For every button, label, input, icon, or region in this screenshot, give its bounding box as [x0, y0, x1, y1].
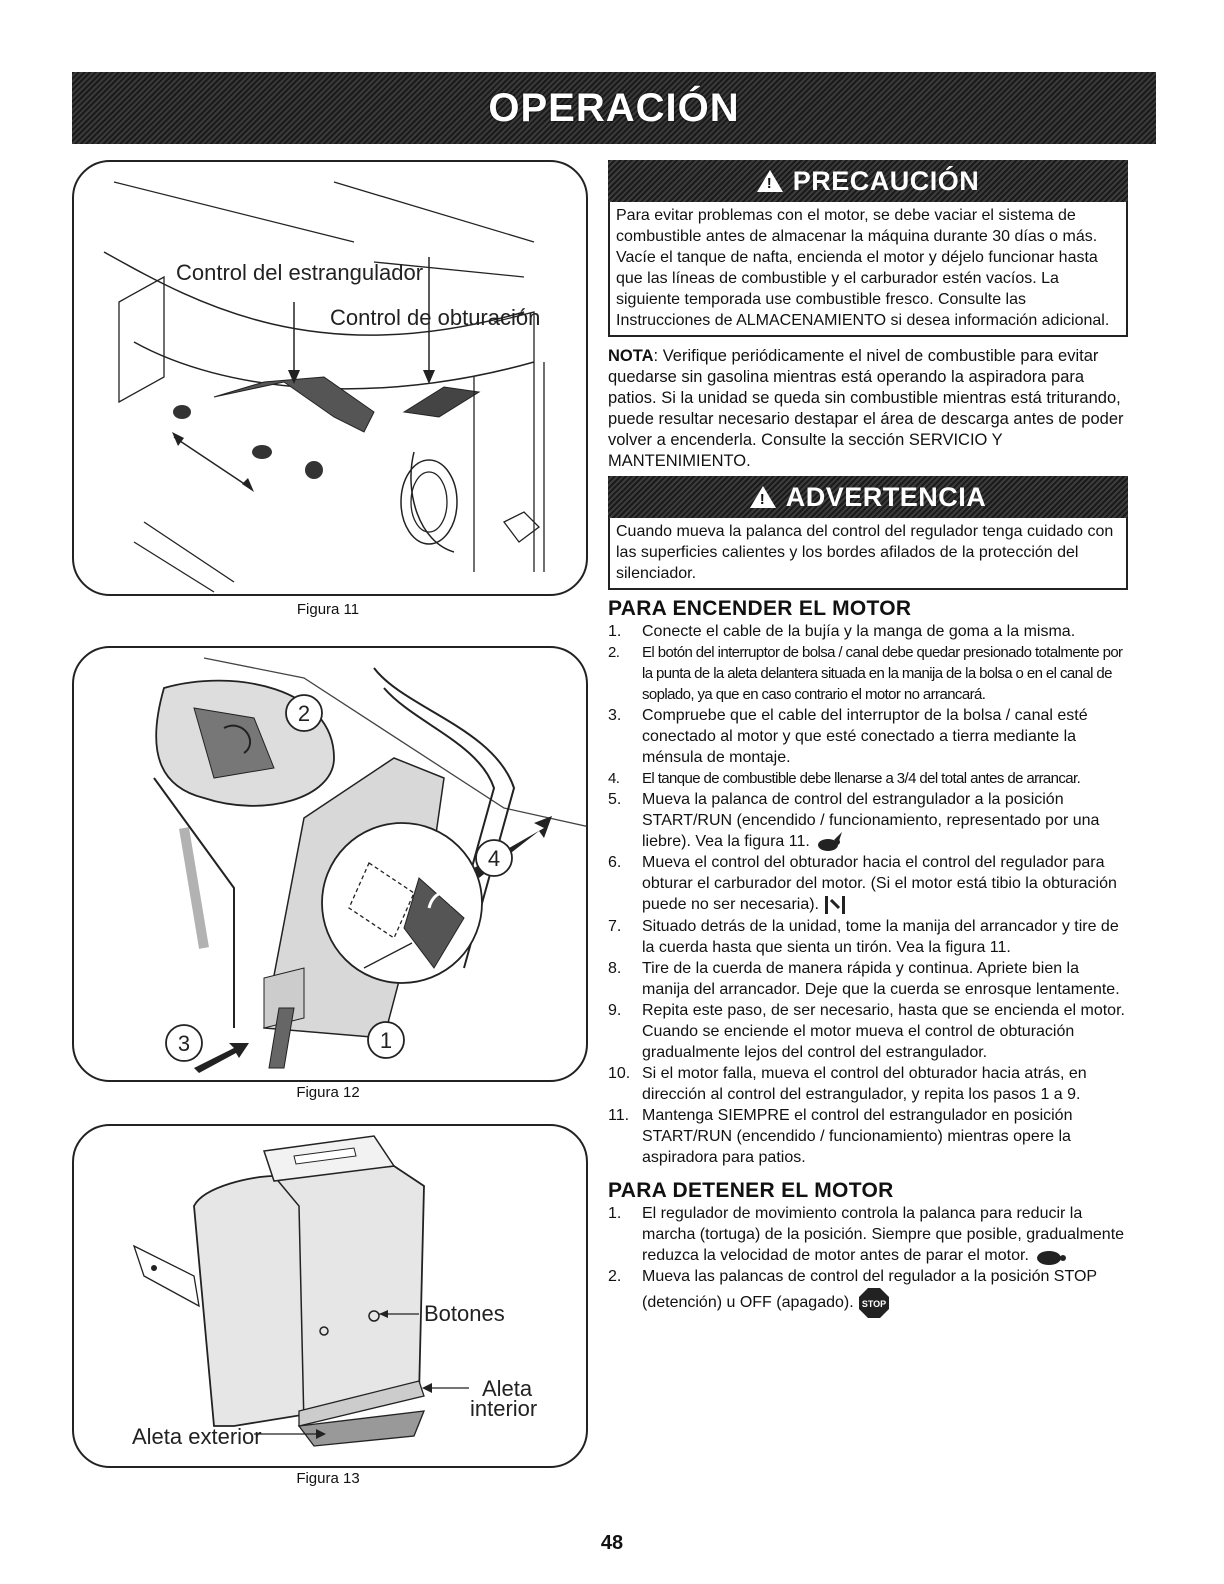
caution-text: Para evitar problemas con el motor, se debe vaciar el sistema de combustible antes de almacenar la máquina durante 30 días o más. Vacíe el tanque de nafta, encienda el motor y déjelo funcionar hasta que las líneas de combustible y el carburador estén vacíos. La siguiente temporada use combustible fresco. Consulte las Instrucciones de ALMACENAMIENTO si desea información adicional.: [608, 202, 1128, 337]
warning-triangle-icon: [757, 170, 783, 192]
list-item: 4. El tanque de combustible debe llenarse a 3/4 del total antes de arrancar.: [608, 770, 1081, 787]
stop-engine-heading: PARA DETENER EL MOTOR: [608, 1179, 894, 1202]
warning-title: ADVERTENCIA: [785, 481, 987, 512]
list-item: 7. Situado detrás de la unidad, tome la manija del arrancador y tire de la cuerda hasta que sienta un tirón. Vea la figura 11.: [608, 918, 1119, 956]
callout-1: 1: [379, 1028, 393, 1053]
inner-flap-label-1: Aleta: [482, 1376, 533, 1401]
list-item: 11. Mantenga SIEMPRE el control del estrangulador en posición START/RUN (encendido / funcionamiento) mientras opere la aspiradora para patios.: [608, 1107, 1073, 1166]
warning-banner: [608, 476, 1128, 518]
figure-13: [72, 1124, 588, 1468]
note-label: NOTA: [608, 347, 654, 365]
list-item: 9. Repita este paso, de ser necesario, hasta que se encienda el motor. Cuando se enciende el motor mueva el control de obturación gradualmente lejos del control del estrangulador.: [608, 1002, 1125, 1061]
figure-11: [72, 160, 588, 596]
figure-13-caption: Figura 13: [296, 1470, 360, 1487]
page-header: [72, 72, 1156, 144]
figure-12: [72, 646, 588, 1082]
list-item: 1. Conecte el cable de la bujía y la manga de goma a la misma.: [608, 623, 1076, 640]
list-item: 6. Mueva el control del obturador hacia el control del regulador para obturar el carburador del motor. (Si el motor está tibio la obturación puede no ser necesaria).: [608, 852, 1128, 916]
stop-icon-label: STOP: [861, 1299, 887, 1309]
figure-11-illustration: [74, 162, 586, 594]
caution-banner: [608, 160, 1128, 202]
callout-4: 4: [487, 846, 501, 871]
inner-flap-label-2: interior: [470, 1396, 538, 1421]
list-item: 5. Mueva la palanca de control del estrangulador a la posición START/RUN (encendido / funcionamiento, representado por una liebre). Vea la figura 11.: [608, 791, 1100, 850]
warning-triangle-icon: [750, 486, 776, 508]
list-item: 1. El regulador de movimiento controla la palanca para reducir la marcha (tortuga) de la posición. Siempre que posible, gradualmente reduzca la velocidad de motor antes de parar el motor.: [608, 1205, 1125, 1264]
caution-title: PRECAUCIÓN: [792, 165, 980, 196]
stop-engine-steps: [608, 1203, 1128, 1319]
callout-2: 2: [297, 701, 311, 726]
primer-control-label: Control de obturación: [330, 305, 541, 330]
start-engine-heading: PARA ENCENDER EL MOTOR: [608, 597, 912, 620]
choke-control-label: Control del estrangulador: [176, 260, 424, 285]
rabbit-icon: [814, 832, 844, 852]
page-number: 48: [600, 1532, 624, 1554]
primer-icon: [823, 894, 847, 916]
figure-12-illustration: [74, 648, 586, 1080]
list-item: 10. Si el motor falla, mueva el control del obturador hacia atrás, en dirección al control del estrangulador, y repita los pasos 1 a 9.: [608, 1065, 1087, 1103]
warning-text: Cuando mueva la palanca del control del regulador tenga cuidado con las superficies calientes y los bordes afilados de la protección del silenciador.: [608, 518, 1128, 590]
note-text: : Verifique periódicamente el nivel de combustible para evitar quedarse sin gasolina mientras está operando la aspiradora para patios. Si la unidad se queda sin combustible mientras está triturando, puede resultar necesario destapar el área de descarga antes de poder volver a encenderla. Consulte la sección SERVICIO Y MANTENIMIENTO.: [608, 347, 1124, 470]
figure-11-caption: Figura 11: [296, 601, 360, 618]
right-column: [608, 160, 1128, 1319]
figure-12-caption: Figura 12: [296, 1084, 360, 1101]
callout-3: 3: [177, 1031, 191, 1056]
page-title: OPERACIÓN: [488, 85, 740, 130]
buttons-label: Botones: [424, 1301, 505, 1326]
stop-icon: [858, 1287, 890, 1319]
turtle-icon: [1033, 1247, 1067, 1265]
list-item: 2. El botón del interruptor de bolsa / canal debe quedar presionado totalmente por la punta de la aleta delantera situada en la manija de la bolsa o en el canal de soplado, ya que en caso contrario el motor no arrancará.: [608, 644, 1123, 703]
start-engine-steps: [608, 621, 1128, 1168]
list-item: 8. Tire de la cuerda de manera rápida y continua. Apriete bien la manija del arrancador. Deje que la cuerda se enrosque lentamente.: [608, 960, 1120, 998]
note-paragraph: [608, 346, 1128, 472]
outer-flap-label: Aleta exterior: [132, 1424, 262, 1449]
list-item: 3. Compruebe que el cable del interruptor de la bolsa / canal esté conectado al motor y que esté conectado a tierra mediante la ménsula de montaje.: [608, 707, 1088, 766]
figure-13-illustration: [74, 1126, 586, 1466]
list-item: 2. Mueva las palancas de control del regulador a la posición STOP (detención) u OFF (apagado). STOP: [608, 1266, 1128, 1319]
